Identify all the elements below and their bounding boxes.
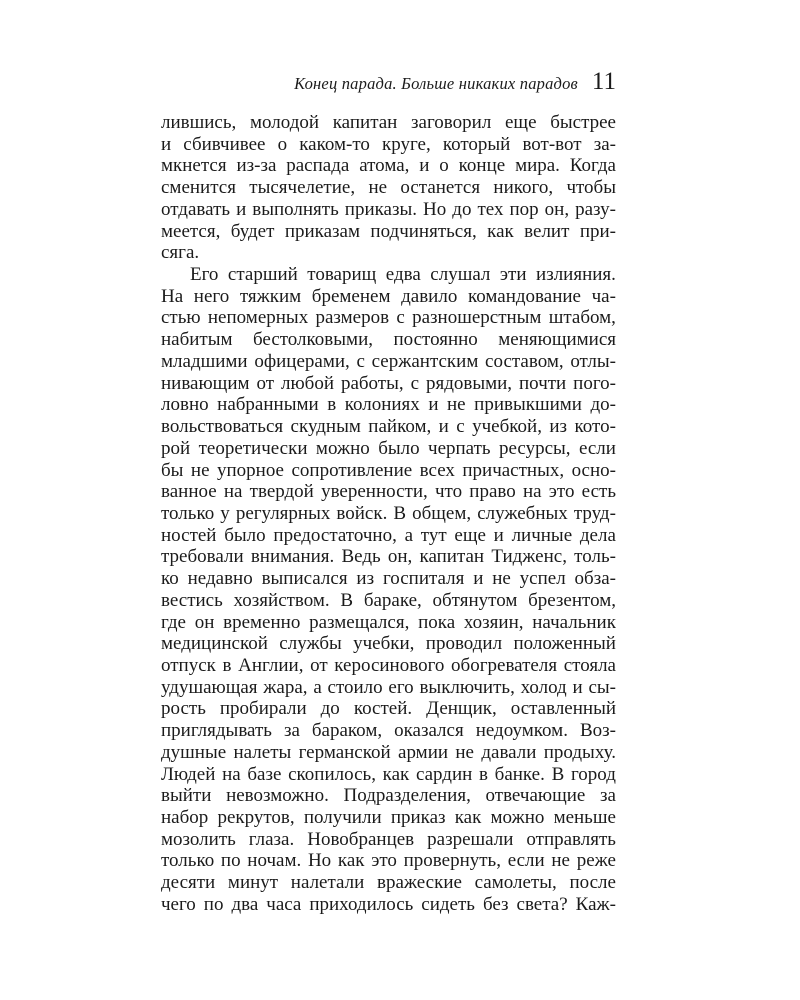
text-line: набор рекрутов, получили приказ как можно меньше xyxy=(161,807,616,828)
text-line: вестись хозяйством. В бараке, обтянутом брезентом, xyxy=(161,589,616,611)
text-line: ностей было предостаточно, а тут еще и личные дела xyxy=(161,524,616,546)
text-line: бы не упорное сопротивление всех причастных, осно- xyxy=(161,459,616,481)
text-line: мозолить глаза. Новобранцев разрешали отправлять xyxy=(161,828,616,850)
body-text xyxy=(161,112,616,916)
text-line: сменится тысячелетие, не останется никого, чтобы xyxy=(161,177,616,199)
text-line: отпуск в Англии, от керосинового обогревателя стояла xyxy=(161,654,616,676)
text-line: ванное на твердой уверенности, что право на это есть xyxy=(161,481,616,503)
text-line: младшими офицерами, с сержантским составом, отлы- xyxy=(161,350,616,372)
text-line: выйти невозможно. Подразделения, отвечающие за xyxy=(161,785,616,807)
text-line: душные налеты германской армии не давали продыху. xyxy=(161,741,616,763)
text-line: только у регулярных войск. В общем, служебных труд- xyxy=(161,502,616,524)
text-line: сяга. xyxy=(161,242,200,264)
text-line: ко недавно выписался из госпиталя и не успел обза- xyxy=(161,568,616,590)
text-line: Его старший товарищ едва слушал эти излияния. xyxy=(190,264,616,286)
text-line: ловно набранными в колониях и не привыкшими до- xyxy=(161,394,616,416)
text-line: лившись, молодой капитан заговорил еще быстрее xyxy=(161,112,616,133)
text-line: рой теоретически можно было черпать ресурсы, если xyxy=(161,437,616,459)
text-line: нивающим от любой работы, с рядовыми, почти пого- xyxy=(161,372,616,394)
text-line: мкнется из-за распада атома, и о конце мира. Когда xyxy=(161,155,616,177)
text-line: требовали внимания. Ведь он, капитан Тидженс, толь- xyxy=(161,546,616,568)
running-head xyxy=(161,68,616,96)
text-line: меется, будет приказам подчиняться, как велит при- xyxy=(161,220,616,242)
text-line: отдавать и выполнять приказы. Но до тех пор он, разу- xyxy=(161,198,616,220)
text-line: рость пробирали до костей. Денщик, оставленный xyxy=(161,698,616,720)
text-line: набитым бестолковыми, постоянно меняющимися xyxy=(161,329,616,351)
text-line: где он временно размещался, пока хозяин, начальник xyxy=(161,611,616,633)
text-line: стью непомерных размеров с разношерстным штабом, xyxy=(161,307,616,329)
text-line: На него тяжким бременем давило командование ча- xyxy=(161,285,616,307)
text-line: и сбивчивее о каком-то круге, который вот-вот за- xyxy=(161,133,616,155)
text-line: вольствоваться скудным пайком, и с учебкой, из кото- xyxy=(161,416,616,438)
text-line: Людей на базе скопилось, как сардин в банке. В город xyxy=(161,763,616,785)
running-head-title: Конец парада. Больше никаких парадов xyxy=(294,74,578,93)
text-line: десяти минут налетали вражеские самолеты, после xyxy=(161,872,616,894)
page-number: 11 xyxy=(591,68,616,95)
text-line: только по ночам. Но как это провернуть, если не реже xyxy=(161,850,616,872)
text-line: удушающая жара, а стоило его выключить, холод и сы- xyxy=(161,676,616,698)
text-line: приглядывать за бараком, оказался недоумком. Воз- xyxy=(161,720,616,742)
text-line: медицинской службы учебки, проводил положенный xyxy=(161,633,616,655)
text-line: чего по два часа приходилось сидеть без света? Каж- xyxy=(161,893,616,915)
